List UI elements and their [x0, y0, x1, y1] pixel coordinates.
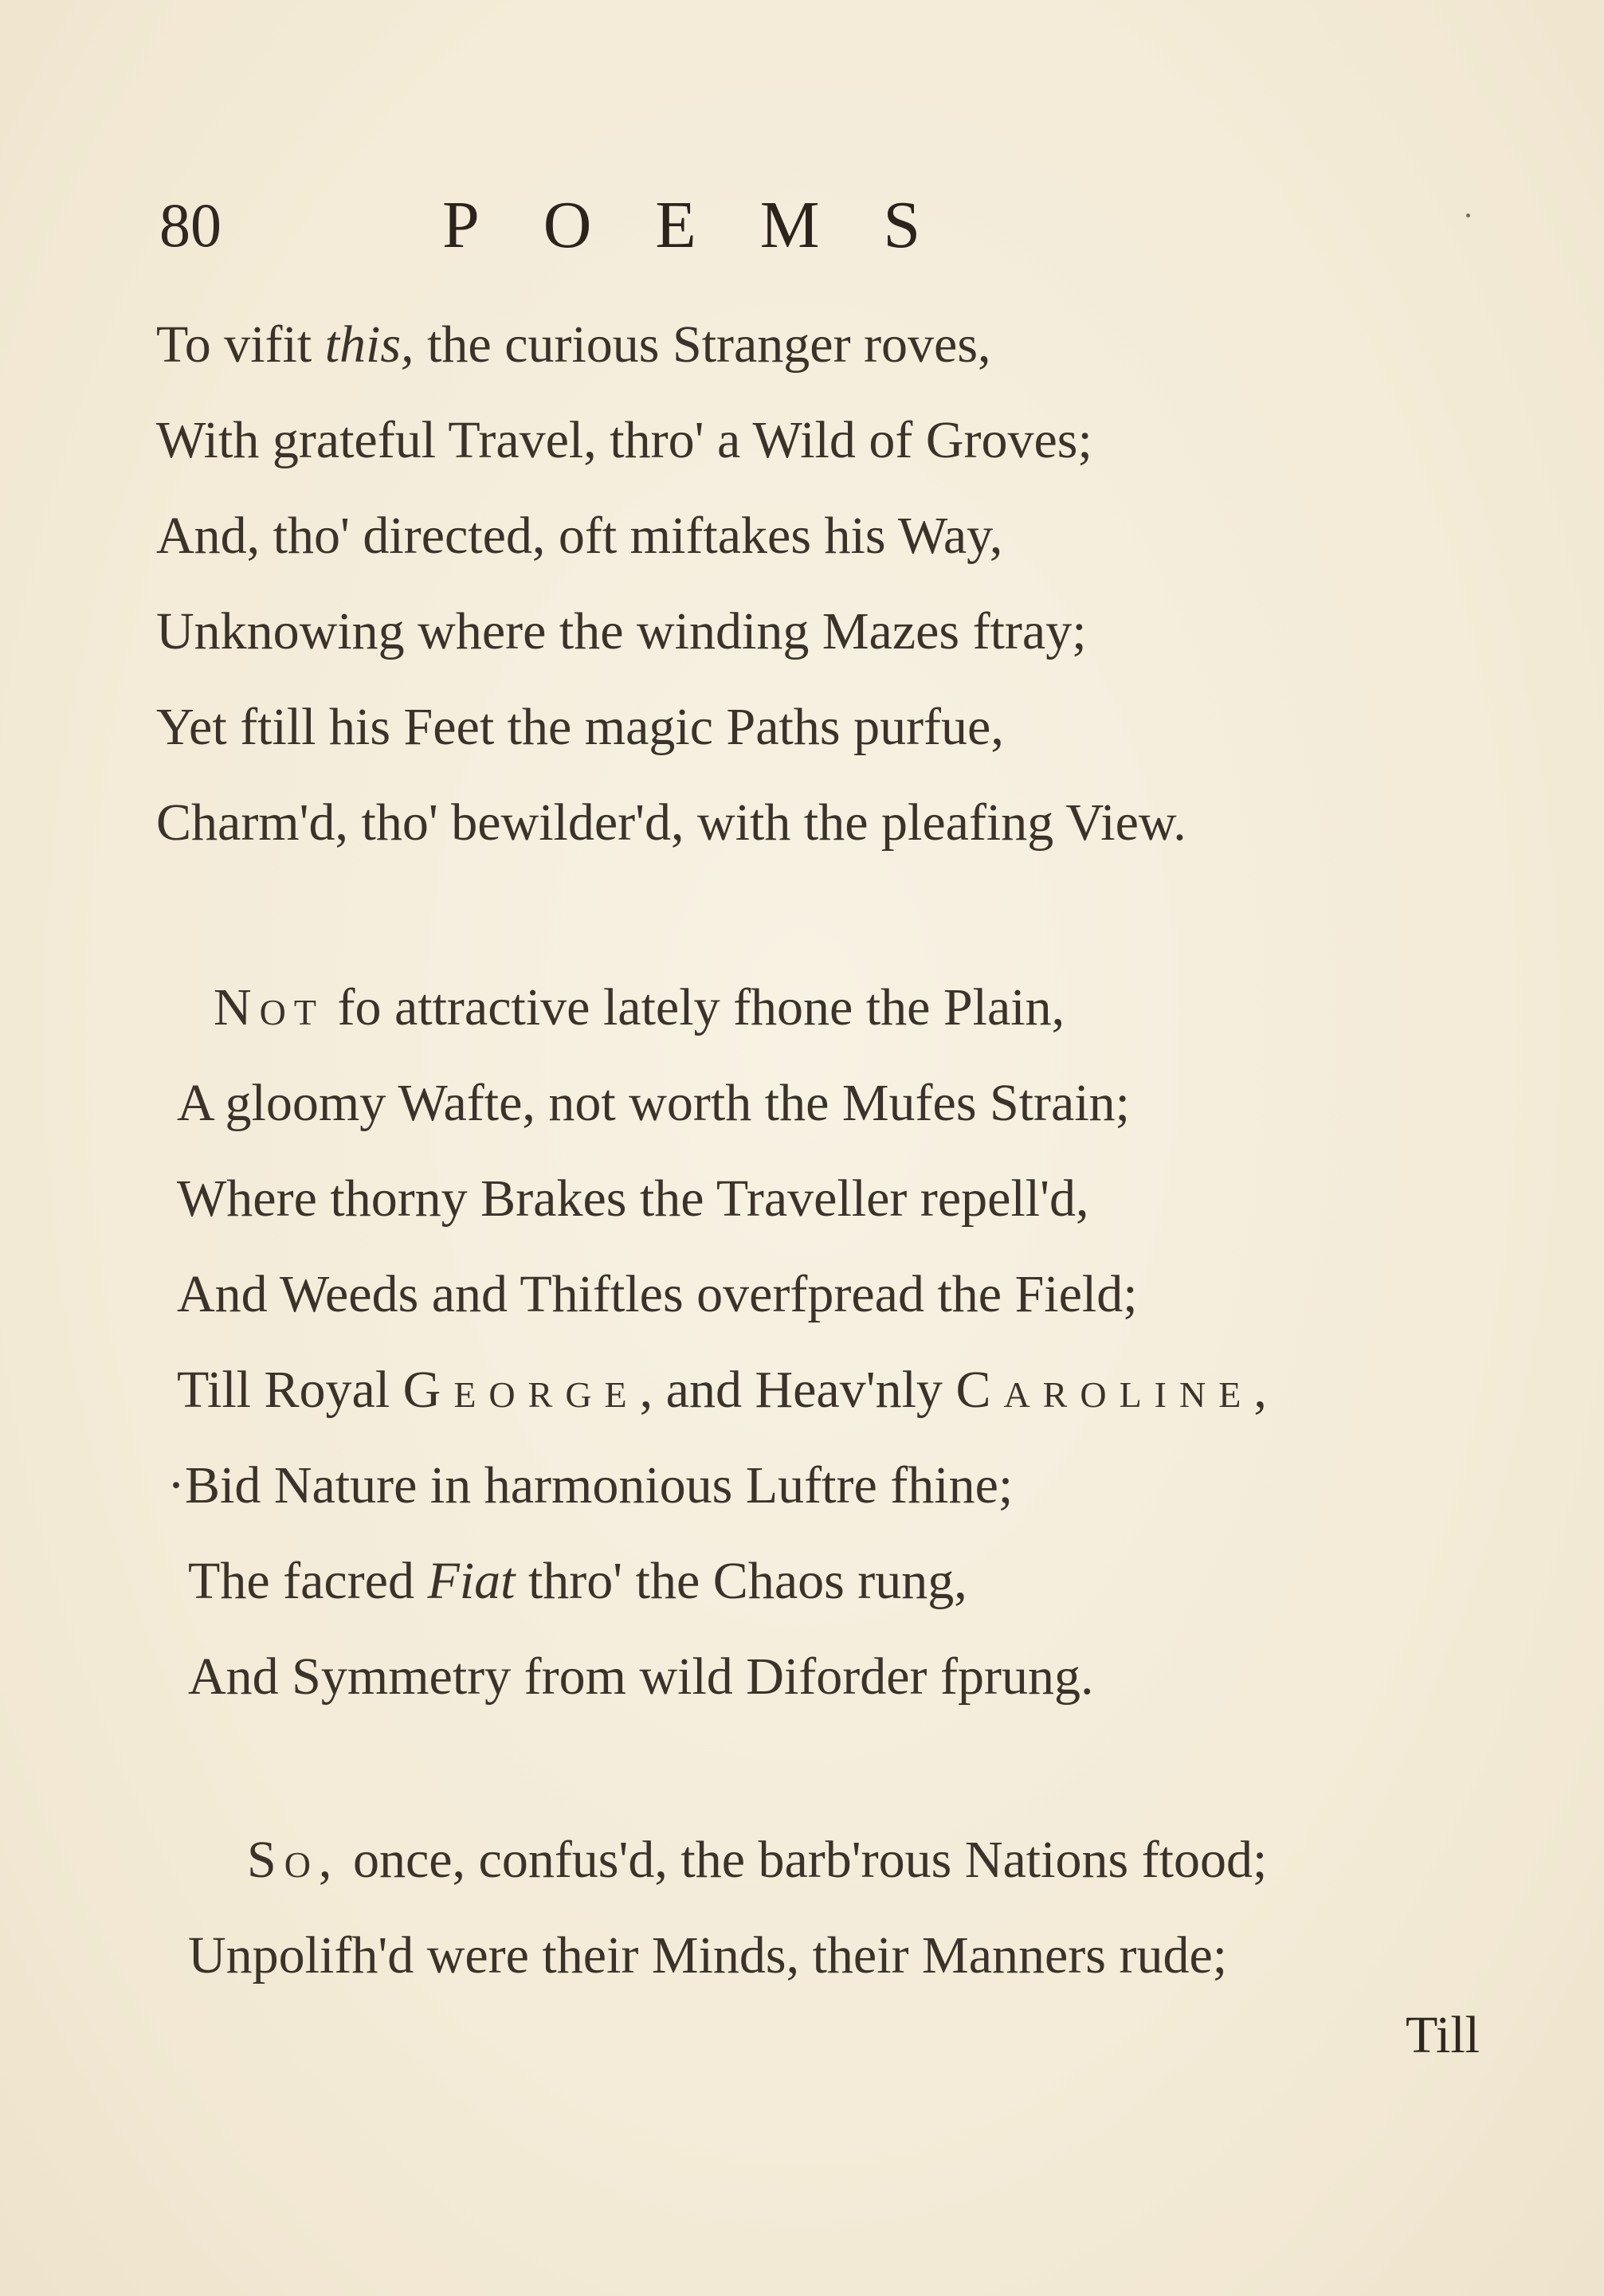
poem-line: Unknowing where the winding Mazes ftray; [156, 602, 1087, 660]
poem-line [177, 1354, 1267, 1426]
small-caps-lead: Not [214, 978, 324, 1036]
poem-line [214, 972, 1065, 1044]
small-caps-lead: So, [247, 1831, 340, 1889]
poem-line [156, 309, 991, 381]
small-caps-name: Caroline [955, 1361, 1254, 1419]
catchword: Till [1406, 2006, 1480, 2064]
poem-line: Yet ftill his Feet the magic Paths purfue, [156, 698, 1004, 756]
poem-line: A gloomy Wafte, not worth the Mufes Strain; [177, 1074, 1130, 1132]
running-head: POEMS [442, 188, 985, 262]
italic-word: Fiat [427, 1552, 516, 1610]
page-header [0, 182, 1604, 269]
poem-line [247, 1824, 1267, 1896]
poem-line: Unpolifh'd were their Minds, their Manners rude; [188, 1926, 1228, 1985]
page-number: 80 [159, 190, 222, 260]
text-segment: The facred [188, 1552, 428, 1610]
text-segment: , [1253, 1361, 1267, 1419]
poem-line [188, 1546, 967, 1617]
poem-line: Where thorny Brakes the Traveller repell'd, [177, 1170, 1089, 1228]
small-caps-name: George [402, 1361, 640, 1419]
text-segment: , and Heav'nly [639, 1361, 956, 1419]
text-segment: once, confus'd, the barb'rous Nations ftood; [339, 1831, 1268, 1889]
text-segment: Till Royal [177, 1361, 403, 1419]
poem-line: ·Bid Nature in harmonious Luftre fhine; [167, 1456, 1014, 1514]
italic-word: this, [324, 315, 414, 374]
poem-line: With grateful Travel, thro' a Wild of Groves; [156, 411, 1092, 469]
poem-line: And Weeds and Thiftles overfpread the Field; [177, 1265, 1138, 1323]
text-segment: thro' the Chaos rung, [515, 1552, 967, 1610]
poem-line: And, tho' directed, oft miftakes his Way, [156, 507, 1003, 565]
text-segment: the curious Stranger roves, [414, 315, 991, 374]
poem-line: And Symmetry from wild Diforder fprung. [188, 1648, 1094, 1706]
text-segment: To vifit [156, 315, 325, 374]
text-segment: fo attractive lately fhone the Plain, [324, 978, 1065, 1036]
poem-line: Charm'd, tho' bewilder'd, with the pleafing View. [156, 793, 1186, 852]
